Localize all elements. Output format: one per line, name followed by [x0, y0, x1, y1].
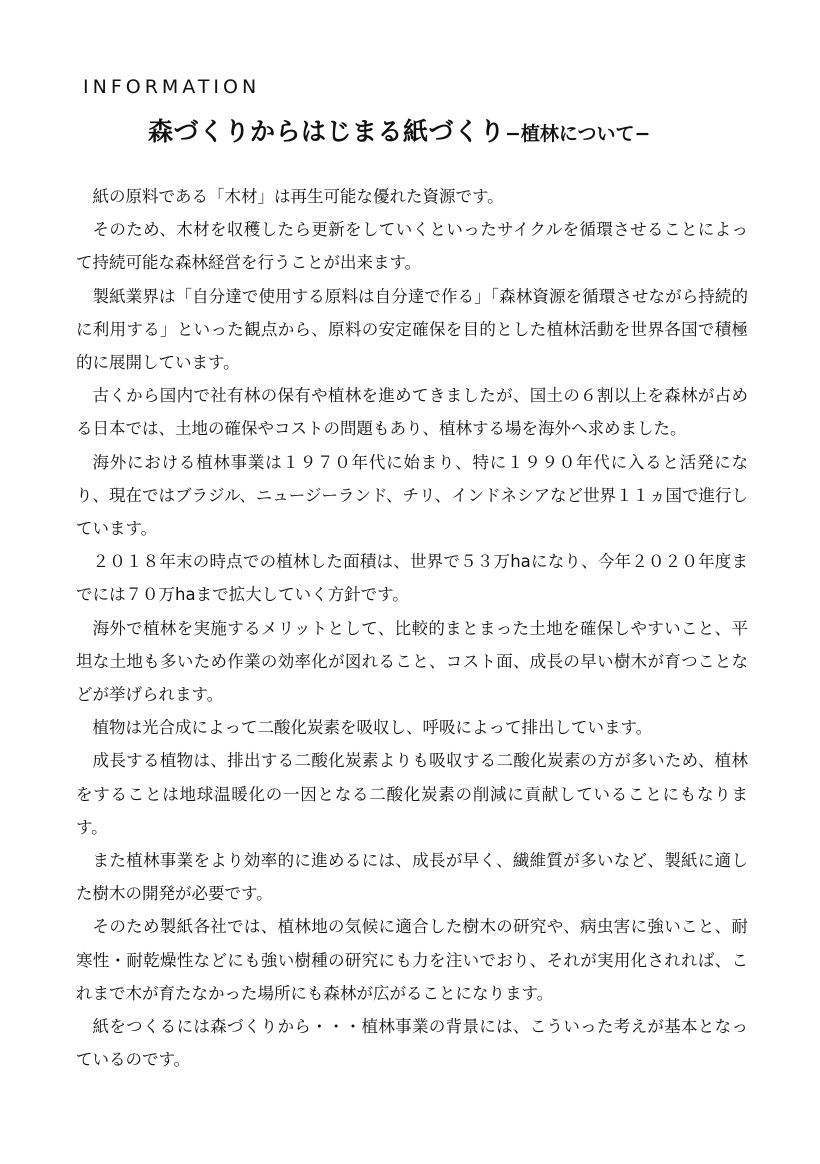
paragraph-9: 成長する植物は、排出する二酸化炭素よりも吸収する二酸化炭素の方が多いため、植林をすることは地球温暖化の一因となる二酸化炭素の削減に貢献していることにもなります。 [76, 751, 748, 837]
paragraph-11: そのため製紙各社では、植林地の気候に適合した樹木の研究や、病虫害に強いこと、耐寒性・耐乾燥性などにも強い樹種の研究にも力を注いでおり、それが実用化されれば、これまで木が育たなかった場所にも森林が広がることになります。 [76, 917, 748, 1003]
title-subtitle: −植林について− [505, 123, 651, 145]
paragraph-2: そのため、木材を収穫したら更新をしていくといったサイクルを循環させることによって持続可能な森林経営を行うことが出来ます。 [76, 220, 748, 273]
paragraph-8: 植物は光合成によって二酸化炭素を吸収し、呼吸によって排出しています。 [92, 718, 653, 738]
paragraph-3: 製紙業界は「自分達で使用する原料は自分達で作る」「森林資源を循環させながら持続的に利用する」といった観点から、原料の安定確保を目的とした植林活動を世界各国で積極的に展開しています。 [76, 286, 748, 373]
title-main: 森づくりからはじまる紙づくり [148, 117, 506, 146]
paragraph-5: 海外における植林事業は１９７０年代に始まり、特に１９９０年代に入ると活発になり、現在ではブラジル、ニュージーランド、チリ、インドネシアなど世界１１ヵ国で進行しています。 [76, 452, 748, 539]
paragraph-6: ２０１８年末の時点での植林した面積は、世界で５３万haになり、今年２０２０年度までには７０万haまで拡大していく方針です。 [76, 552, 748, 605]
paragraph-7: 海外で植林を実施するメリットとして、比較的まとまった土地を確保しやすいこと、平坦な土地も多いため作業の効率化が図れること、コスト面、成長の早い樹木が育つことなどが挙げられます。 [76, 618, 748, 705]
information-label: INFORMATION [83, 76, 261, 98]
paragraph-1: 紙の原料である「木材」は再生可能な優れた資源です。 [92, 187, 504, 206]
paragraph-4: 古くから国内で社有林の保有や植林を進めてきましたが、国土の６割以上を森林が占める日本では、土地の確保やコストの問題もあり、植林する場を海外へ求めました。 [76, 386, 749, 439]
paragraph-10: また植林事業をより効率的に進めるには、成長が早く、繊維質が多いなど、製紙に適した樹木の開発が必要です。 [76, 851, 748, 904]
paragraph-12: 紙をつくるには森づくりから・・・植林事業の背景には、こういった考えが基本となっているのです。 [76, 1017, 749, 1070]
page-title [148, 112, 650, 148]
article-body [76, 180, 748, 1076]
